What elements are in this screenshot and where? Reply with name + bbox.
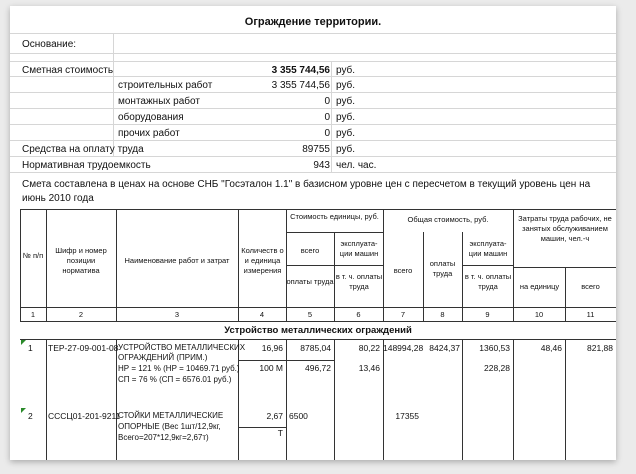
cost-item-label: монтажных работ (118, 96, 200, 107)
row-total-exp: 1360,53 (479, 343, 510, 353)
header-num: № п/п (22, 251, 44, 260)
table-border (20, 321, 616, 322)
table-border (513, 339, 514, 460)
header-name: Наименование работ и затрат (124, 256, 230, 265)
row-name-line: УСТРОЙСТВО МЕТАЛЛИЧЕСКИХ (118, 343, 246, 352)
section-title: Устройство металлических ограждений (224, 325, 412, 336)
row-name-line: СТОЙКИ МЕТАЛЛИЧЕСКИЕ (118, 411, 224, 420)
column-number: 6 (356, 310, 361, 319)
row-name-line: ОГРАЖДЕНИЙ (ПРИМ.) (118, 353, 208, 362)
row-num: 1 (28, 343, 33, 353)
column-number: 4 (259, 310, 265, 319)
page-title: Ограждение территории. (244, 16, 382, 28)
row-name-line: НР = 121 % (НР = 10469.71 руб.) (118, 364, 240, 373)
gridline (10, 140, 616, 141)
column-number: 11 (586, 310, 595, 319)
gridline (113, 33, 114, 61)
header-code: Шифр и номер позиции норматива (55, 246, 107, 275)
table-border (20, 209, 21, 321)
labor-unit: чел. час. (336, 160, 377, 171)
cost-item-label: прочих работ (118, 128, 180, 139)
note-line-1: Смета составлена в ценах на основе СНБ "Госэталон 1.1" в базисном уровне цен с пересчетом в текущий уровень цен на (22, 179, 591, 190)
row-name-line: ОПОРНЫЕ (Вес 1шт/12,9кг, (118, 422, 221, 431)
row-unit-total: 6500 (289, 411, 308, 421)
header-unit-exp-wage: в т. ч. оплаты труда (335, 272, 383, 291)
table-border (334, 339, 335, 460)
cost-item-value: 0 (324, 96, 330, 107)
comment-marker-icon (21, 408, 26, 413)
wages-label: Средства на оплату труда (22, 144, 144, 155)
row-num: 2 (28, 411, 33, 421)
cost-label: Сметная стоимость (22, 65, 114, 76)
column-number: 5 (307, 310, 313, 319)
labor-label: Нормативная трудоемкость (22, 160, 151, 171)
header-unit-total: всего (300, 246, 320, 255)
row-unit-exp-wage: 13,46 (358, 363, 380, 373)
table-border (46, 209, 47, 321)
comment-marker-icon (21, 340, 26, 345)
table-border (462, 339, 463, 460)
header-total-all: всего (393, 266, 413, 275)
gridline (10, 156, 616, 157)
header-unit-cost: Стоимость единицы, руб. (290, 212, 379, 221)
row-code: СССЦ01-201-9211 (48, 411, 121, 421)
row-name-line: Всего=207*12,9кг=2,67т) (118, 433, 209, 442)
table-border (238, 339, 239, 460)
cost-item-unit: руб. (336, 80, 356, 91)
header-qty: Количеств о и единица измерения (241, 246, 284, 275)
cost-item-unit: руб. (336, 96, 356, 107)
spreadsheet-sheet (10, 6, 616, 460)
row-qty: 2,67 (266, 411, 283, 421)
gridline (10, 61, 616, 62)
header-unit-exp: эксплуата- ции машин (339, 239, 379, 258)
gridline (10, 53, 616, 54)
row-total-all: 17355 (395, 411, 419, 421)
table-border (286, 339, 287, 460)
column-number: 9 (485, 310, 490, 319)
header-total-exp-wage: в т. ч. оплаты труда (464, 272, 512, 291)
row-unit-wage: 496,72 (305, 363, 331, 373)
table-border (46, 339, 47, 460)
row-total-wage: 8424,37 (429, 343, 460, 353)
header-labor-all: всего (581, 282, 600, 291)
table-border (20, 209, 616, 210)
row-labor-unit: 48,46 (540, 343, 562, 353)
column-number: 3 (174, 310, 180, 319)
gridline (331, 61, 332, 172)
table-border (565, 339, 566, 460)
row-code: ТЕР-27-09-001-08 (48, 343, 119, 353)
row-qty-unit: 100 М (259, 363, 283, 373)
header-total-cost: Общая стоимость, руб. (407, 215, 489, 224)
header-total-wage: оплаты труда (429, 259, 456, 278)
row-labor-all: 821,88 (587, 343, 613, 353)
table-border (20, 307, 616, 308)
table-border (116, 339, 117, 460)
table-border (383, 209, 384, 321)
row-unit-total: 8785,04 (300, 343, 331, 353)
labor-value: 943 (313, 160, 330, 171)
cost-item-label: оборудования (118, 112, 184, 123)
row-unit-exp: 80,22 (358, 343, 380, 353)
column-number: 1 (30, 310, 36, 319)
basis-label: Основание: (22, 39, 77, 50)
wages-unit: руб. (336, 144, 356, 155)
header-labor-unit: на единицу (519, 282, 560, 291)
gridline (113, 61, 114, 156)
header-unit-wage: оплаты труда (286, 277, 334, 286)
table-border (20, 339, 616, 340)
cost-item-label: строительных работ (118, 80, 213, 91)
cost-item-value: 3 355 744,56 (271, 80, 330, 91)
cost-item-unit: руб. (336, 128, 356, 139)
cost-item-unit: руб. (336, 112, 356, 123)
column-number: 2 (78, 310, 84, 319)
cost-item-value: 0 (324, 128, 330, 139)
table-border (286, 209, 287, 321)
table-border (462, 265, 513, 266)
gridline (10, 76, 616, 77)
cost-item-value: 0 (324, 112, 330, 123)
cost-unit: руб. (336, 65, 356, 76)
gridline (10, 124, 616, 125)
header-labor-cost: Затраты труда рабочих, не занятых обслуживанием машин, чел.-ч (518, 214, 612, 243)
row-qty-unit: Т (277, 428, 283, 438)
column-number: 7 (400, 310, 406, 319)
gridline (10, 108, 616, 109)
header-total-exp: эксплуата- ции машин (468, 239, 508, 258)
wages-value: 89755 (302, 144, 330, 155)
row-total-exp-wage: 228,28 (484, 363, 510, 373)
table-border (383, 339, 384, 460)
gridline (10, 92, 616, 93)
row-name-line: СП = 76 % (СП = 6576.01 руб.) (118, 375, 232, 384)
note-line-2: июнь 2010 года (22, 193, 94, 204)
column-number: 8 (440, 310, 445, 319)
row-total-all: 148994,28 (383, 343, 424, 353)
column-number: 10 (534, 310, 544, 319)
cost-value: 3 355 744,56 (271, 65, 330, 76)
gridline (10, 172, 616, 173)
row-qty: 16,96 (261, 343, 283, 353)
gridline (10, 33, 616, 34)
